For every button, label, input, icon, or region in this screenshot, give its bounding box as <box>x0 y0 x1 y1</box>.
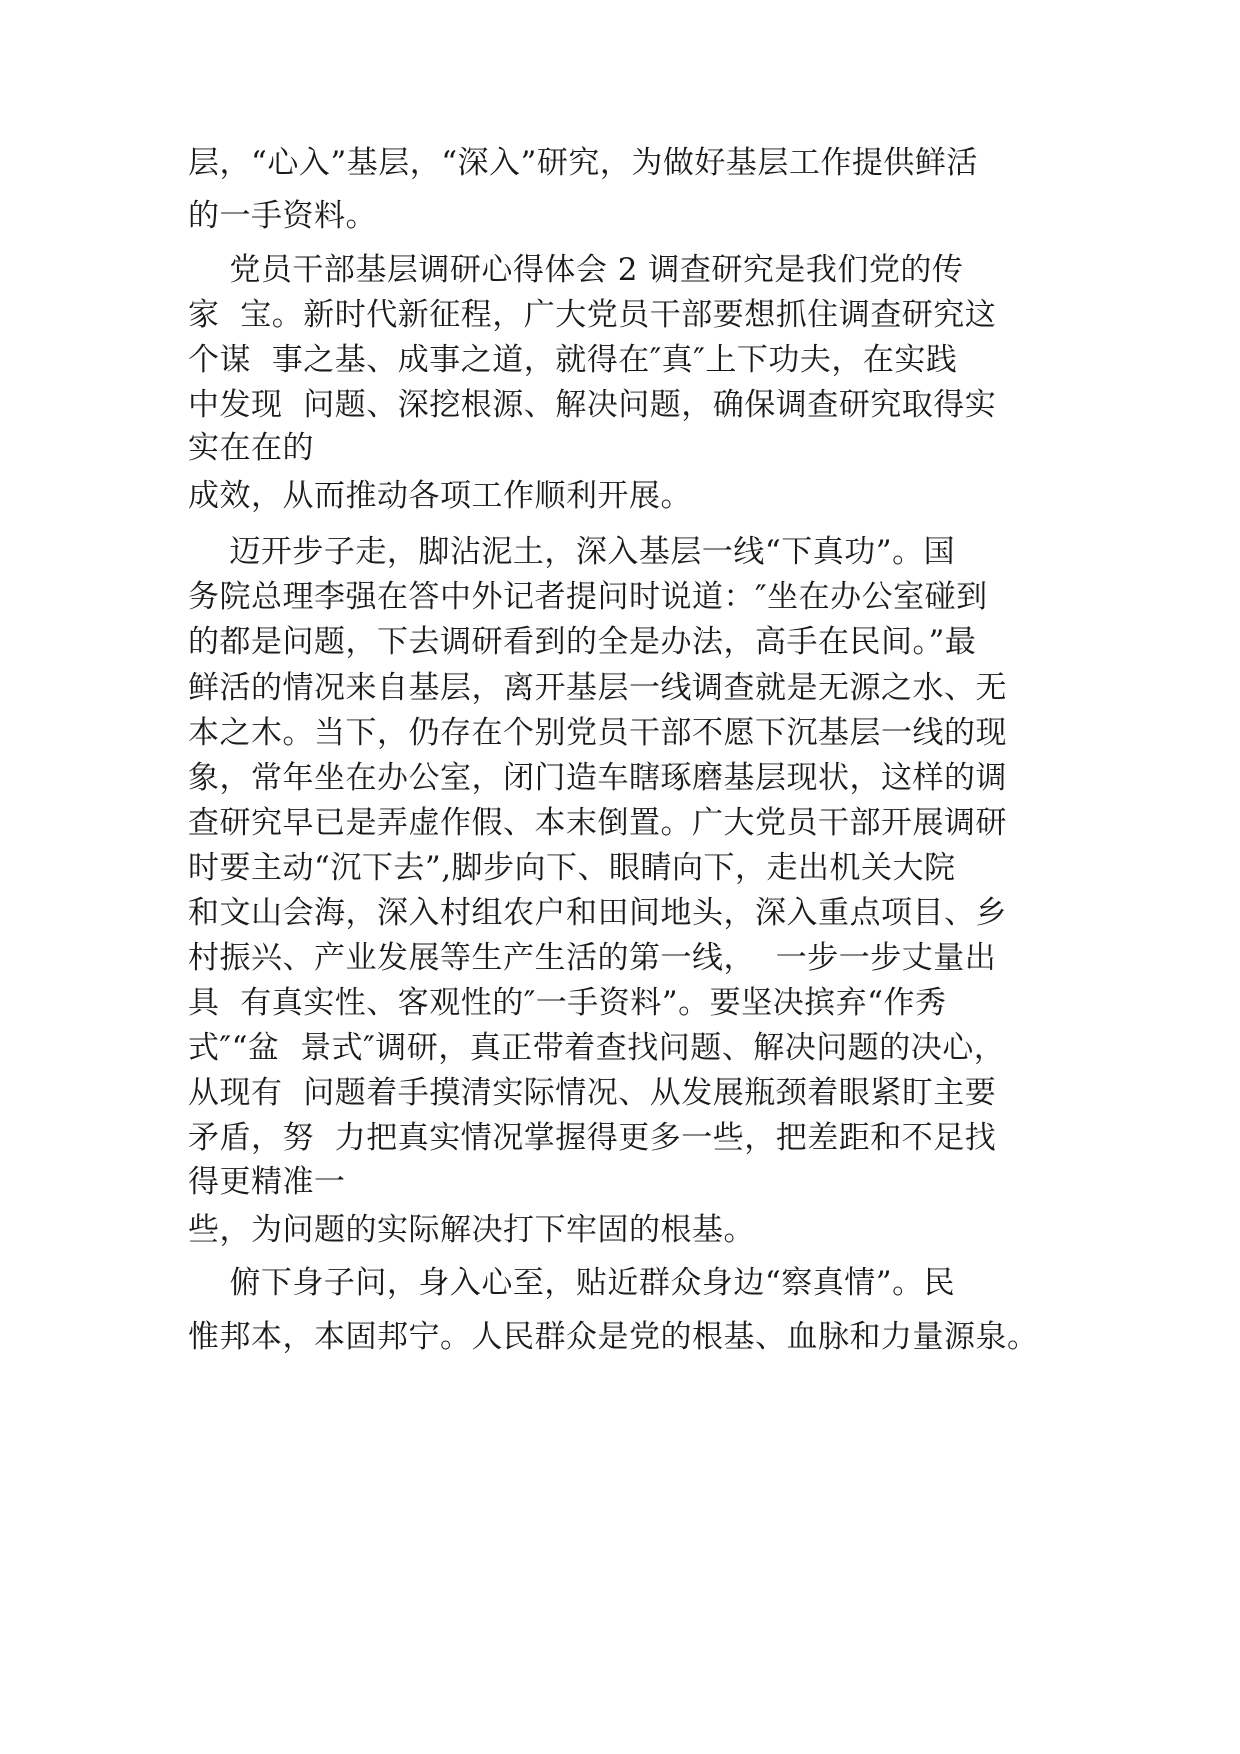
text-line: 的都是问题，下去调研看到的全是办法，高手在民间。”最 <box>188 624 977 660</box>
text-line: 迈开步子走，脚沾泥土，深入基层一线“下真功”。国 <box>188 534 956 570</box>
text-line: 村振兴、产业发展等生产生活的第一线， 一步一步丈量出 <box>188 940 997 976</box>
text-line: 务院总理李强在答中外记者提问时说道：″坐在办公室碰到 <box>188 579 988 615</box>
text-line: 和文山会海，深入村组农户和田间地头，深入重点项目、乡 <box>188 895 1007 931</box>
text-line: 查研究早已是弄虚作假、本末倒置。广大党员干部开展调研 <box>188 805 1007 841</box>
text-line: 实在在的 <box>188 430 314 466</box>
text-line: 鲜活的情况来自基层，离开基层一线调查就是无源之水、无 <box>188 670 1007 706</box>
text-line: 惟邦本，本固邦宁。人民群众是党的根基、血脉和力量源泉。 <box>188 1319 1039 1355</box>
text-line: 俯下身子问，身入心至，贴近群众身边“察真情”。民 <box>188 1265 956 1301</box>
text-line: 矛盾，努 力把真实情况掌握得更多一些，把差距和不足找 <box>188 1120 997 1156</box>
text-line: 时要主动“沉下去”,脚步向下、眼睛向下，走出机关大院 <box>188 850 956 886</box>
text-line: 象，常年坐在办公室，闭门造车瞎琢磨基层现状，这样的调 <box>188 760 1007 796</box>
text-line: 的一手资料。 <box>188 198 377 234</box>
text-line: 成效，从而推动各项工作顺利开展。 <box>188 478 692 514</box>
text-line: 得更精准一 <box>188 1164 346 1200</box>
text-line: 党员干部基层调研心得体会 2 调查研究是我们党的传 <box>188 252 964 288</box>
text-line: 具 有真实性、客观性的″一手资料”。要坚决摈弃“作秀 <box>188 985 947 1021</box>
text-line: 个谋 事之基、成事之道，就得在″真″上下功夫，在实践 <box>188 342 958 378</box>
text-line: 些，为问题的实际解决打下牢固的根基。 <box>188 1212 755 1248</box>
text-line: 从现有 问题着手摸清实际情况、从发展瓶颈着眼紧盯主要 <box>188 1075 997 1111</box>
text-line: 式″“盆 景式″调研，真正带着查找问题、解决问题的决心， <box>188 1030 1006 1066</box>
text-line: 中发现 问题、深挖根源、解决问题，确保调查研究取得实 <box>188 387 997 423</box>
text-line: 本之木。当下，仍存在个别党员干部不愿下沉基层一线的现 <box>188 715 1007 751</box>
text-line: 层，“心入”基层，“深入”研究，为做好基层工作提供鲜活 <box>188 145 978 181</box>
text-line: 家 宝。新时代新征程，广大党员干部要想抓住调查研究这 <box>188 297 997 333</box>
